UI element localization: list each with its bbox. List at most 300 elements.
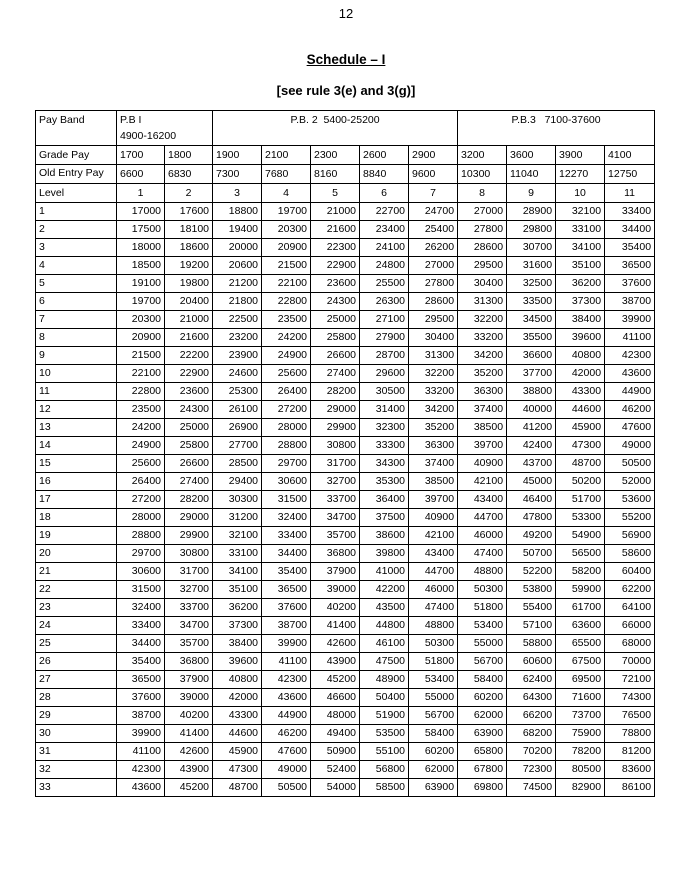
table-row: [36, 761, 655, 779]
pay-cell: 67500: [556, 653, 605, 671]
pay-cell: 55400: [507, 599, 556, 617]
pay-cell: 40200: [311, 599, 360, 617]
pay-cell: 53600: [605, 491, 655, 509]
pay-cell: 34100: [556, 239, 605, 257]
pay-cell: 33100: [213, 545, 262, 563]
pay-cell: 52200: [507, 563, 556, 581]
pay-cell: 25000: [165, 419, 213, 437]
pay-cell: 36500: [605, 257, 655, 275]
pay-cell: 36200: [213, 599, 262, 617]
pay-cell: 21600: [165, 329, 213, 347]
pay-cell: 45000: [507, 473, 556, 491]
pay-cell: 41100: [605, 329, 655, 347]
row-index-cell: 20: [36, 545, 117, 563]
old-entry-pay-cell: 9600: [409, 165, 458, 184]
pay-cell: 19400: [213, 221, 262, 239]
pay-cell: 35200: [409, 419, 458, 437]
pay-cell: 58200: [556, 563, 605, 581]
pay-cell: 23600: [311, 275, 360, 293]
pay-cell: 31400: [360, 401, 409, 419]
pay-cell: 37600: [262, 599, 311, 617]
pay-cell: 32400: [262, 509, 311, 527]
pay-cell: 29400: [213, 473, 262, 491]
pay-cell: 29500: [409, 311, 458, 329]
pay-cell: 29000: [165, 509, 213, 527]
pay-cell: 23200: [213, 329, 262, 347]
pay-cell: 53500: [360, 725, 409, 743]
pay-cell: 38400: [556, 311, 605, 329]
pay-cell: 38700: [117, 707, 165, 725]
pay-cell: 22100: [117, 365, 165, 383]
pay-band-pb2: P.B. 2 5400-25200: [213, 111, 458, 146]
pay-cell: 83600: [605, 761, 655, 779]
pay-cell: 35400: [117, 653, 165, 671]
pay-cell: 24700: [409, 203, 458, 221]
pay-cell: 29800: [507, 221, 556, 239]
row-index-cell: 12: [36, 401, 117, 419]
pay-cell: 44700: [409, 563, 458, 581]
pay-cell: 27200: [262, 401, 311, 419]
pay-cell: 40000: [507, 401, 556, 419]
level-header-cell: 7: [409, 184, 458, 203]
pay-cell: 30800: [311, 437, 360, 455]
old-entry-pay-cell: 12750: [605, 165, 655, 184]
pay-cell: 48800: [458, 563, 507, 581]
pay-cell: 23600: [165, 383, 213, 401]
pay-cell: 46200: [605, 401, 655, 419]
pay-cell: 26100: [213, 401, 262, 419]
pay-cell: 36400: [360, 491, 409, 509]
pay-cell: 63900: [458, 725, 507, 743]
pay-cell: 30600: [117, 563, 165, 581]
level-header-cell: 5: [311, 184, 360, 203]
pay-cell: 27800: [458, 221, 507, 239]
pay-cell: 41400: [165, 725, 213, 743]
row-index-cell: 11: [36, 383, 117, 401]
pay-cell: 21000: [165, 311, 213, 329]
pay-cell: 25000: [311, 311, 360, 329]
row-index-cell: 13: [36, 419, 117, 437]
pay-cell: 58400: [409, 725, 458, 743]
pay-cell: 64100: [605, 599, 655, 617]
pay-cell: 33100: [556, 221, 605, 239]
table-row: [36, 563, 655, 581]
pay-cell: 28200: [165, 491, 213, 509]
pay-band-pb1-range: 4900-16200: [120, 130, 177, 142]
pay-cell: 24200: [262, 329, 311, 347]
pay-cell: 38700: [262, 617, 311, 635]
pay-cell: 26600: [311, 347, 360, 365]
grade-pay-cell: 1700: [117, 146, 165, 165]
pay-cell: 72300: [507, 761, 556, 779]
pay-cell: 20300: [117, 311, 165, 329]
table-row: [36, 401, 655, 419]
pay-cell: 35700: [311, 527, 360, 545]
pay-cell: 54000: [311, 779, 360, 797]
pay-cell: 21800: [213, 293, 262, 311]
pay-cell: 56500: [556, 545, 605, 563]
pay-cell: 35200: [458, 365, 507, 383]
pay-cell: 42300: [117, 761, 165, 779]
pay-cell: 35100: [213, 581, 262, 599]
pay-cell: 34300: [360, 455, 409, 473]
pay-cell: 62200: [605, 581, 655, 599]
pay-cell: 20400: [165, 293, 213, 311]
pay-cell: 65800: [458, 743, 507, 761]
pay-cell: 66000: [605, 617, 655, 635]
row-index-cell: 6: [36, 293, 117, 311]
pay-cell: 31600: [507, 257, 556, 275]
schedule-title: Schedule – I: [306, 52, 386, 67]
page-number: 12: [338, 6, 354, 21]
pay-cell: 37600: [605, 275, 655, 293]
pay-cell: 18500: [117, 257, 165, 275]
table-row: [36, 491, 655, 509]
table-row: [36, 419, 655, 437]
pay-cell: 38800: [507, 383, 556, 401]
pay-cell: 53800: [507, 581, 556, 599]
pay-cell: 51900: [360, 707, 409, 725]
level-header-cell: 9: [507, 184, 556, 203]
row-index-cell: 4: [36, 257, 117, 275]
pay-matrix-table: [35, 110, 655, 797]
pay-cell: 43600: [262, 689, 311, 707]
row-index-cell: 23: [36, 599, 117, 617]
pay-cell: 22900: [311, 257, 360, 275]
old-entry-pay-cell: 6830: [165, 165, 213, 184]
pay-cell: 37700: [507, 365, 556, 383]
row-index-cell: 15: [36, 455, 117, 473]
old-entry-pay-cell: 12270: [556, 165, 605, 184]
pay-cell: 33500: [507, 293, 556, 311]
pay-cell: 62000: [458, 707, 507, 725]
pay-cell: 39700: [458, 437, 507, 455]
pay-cell: 43600: [605, 365, 655, 383]
pay-cell: 41100: [117, 743, 165, 761]
row-index-cell: 32: [36, 761, 117, 779]
pay-cell: 46200: [262, 725, 311, 743]
pay-cell: 30300: [213, 491, 262, 509]
pay-cell: 25800: [165, 437, 213, 455]
pay-cell: 38500: [409, 473, 458, 491]
pay-cell: 23900: [213, 347, 262, 365]
table-row: [36, 599, 655, 617]
table-row: [36, 509, 655, 527]
pay-cell: 50500: [262, 779, 311, 797]
pay-cell: 63900: [409, 779, 458, 797]
pay-cell: 28000: [262, 419, 311, 437]
pay-cell: 29000: [311, 401, 360, 419]
pay-cell: 35100: [556, 257, 605, 275]
pay-cell: 43400: [458, 491, 507, 509]
pay-cell: 20600: [213, 257, 262, 275]
pay-cell: 33400: [262, 527, 311, 545]
pay-cell: 55000: [409, 689, 458, 707]
pay-cell: 45900: [556, 419, 605, 437]
pay-cell: 47500: [360, 653, 409, 671]
pay-cell: 41400: [311, 617, 360, 635]
table-row: [36, 779, 655, 797]
table-row: [36, 293, 655, 311]
pay-cell: 42100: [409, 527, 458, 545]
pay-cell: 70200: [507, 743, 556, 761]
pay-cell: 46000: [458, 527, 507, 545]
pay-cell: 27200: [117, 491, 165, 509]
pay-cell: 35400: [605, 239, 655, 257]
pay-cell: 37300: [213, 617, 262, 635]
pay-cell: 42600: [165, 743, 213, 761]
pay-cell: 26400: [262, 383, 311, 401]
pay-cell: 34200: [458, 347, 507, 365]
pay-cell: 50400: [360, 689, 409, 707]
old-entry-pay-row: [36, 165, 655, 184]
pay-cell: 17000: [117, 203, 165, 221]
pay-cell: 21500: [117, 347, 165, 365]
grade-pay-cell: 1900: [213, 146, 262, 165]
pay-cell: 21600: [311, 221, 360, 239]
pay-cell: 38500: [458, 419, 507, 437]
row-index-cell: 10: [36, 365, 117, 383]
pay-cell: 78200: [556, 743, 605, 761]
pay-cell: 59900: [556, 581, 605, 599]
pay-cell: 43300: [213, 707, 262, 725]
pay-cell: 42300: [262, 671, 311, 689]
old-entry-pay-cell: 7680: [262, 165, 311, 184]
pay-cell: 26600: [165, 455, 213, 473]
pay-cell: 54900: [556, 527, 605, 545]
pay-cell: 43600: [117, 779, 165, 797]
pay-cell: 33700: [311, 491, 360, 509]
old-entry-pay-cell: 7300: [213, 165, 262, 184]
pay-cell: 48900: [360, 671, 409, 689]
pay-cell: 20300: [262, 221, 311, 239]
pay-cell: 35700: [165, 635, 213, 653]
pay-cell: 28800: [262, 437, 311, 455]
pay-cell: 37500: [360, 509, 409, 527]
table-row: [36, 239, 655, 257]
pay-cell: 26200: [409, 239, 458, 257]
pay-cell: 39000: [165, 689, 213, 707]
pay-cell: 33400: [117, 617, 165, 635]
pay-cell: 27400: [165, 473, 213, 491]
pay-cell: 51800: [409, 653, 458, 671]
table-row: [36, 383, 655, 401]
pay-cell: 39900: [605, 311, 655, 329]
table-row: [36, 329, 655, 347]
row-index-cell: 22: [36, 581, 117, 599]
pay-cell: 36300: [458, 383, 507, 401]
row-index-cell: 33: [36, 779, 117, 797]
pay-cell: 33200: [409, 383, 458, 401]
pay-cell: 20900: [117, 329, 165, 347]
pay-cell: 52000: [605, 473, 655, 491]
pay-cell: 28900: [507, 203, 556, 221]
pay-cell: 64300: [507, 689, 556, 707]
pay-cell: 62000: [409, 761, 458, 779]
pay-cell: 25400: [409, 221, 458, 239]
table-row: [36, 311, 655, 329]
pay-cell: 47600: [605, 419, 655, 437]
pay-cell: 47600: [262, 743, 311, 761]
pay-cell: 32400: [117, 599, 165, 617]
pay-cell: 49000: [262, 761, 311, 779]
level-row: [36, 184, 655, 203]
table-row: [36, 347, 655, 365]
pay-cell: 26900: [213, 419, 262, 437]
pay-cell: 41000: [360, 563, 409, 581]
pay-cell: 76500: [605, 707, 655, 725]
pay-cell: 29500: [458, 257, 507, 275]
pay-cell: 37300: [556, 293, 605, 311]
pay-cell: 19700: [117, 293, 165, 311]
pay-cell: 27900: [360, 329, 409, 347]
pay-cell: 22500: [213, 311, 262, 329]
pay-cell: 37400: [458, 401, 507, 419]
pay-cell: 69800: [458, 779, 507, 797]
pay-cell: 25500: [360, 275, 409, 293]
pay-cell: 72100: [605, 671, 655, 689]
pay-cell: 31300: [409, 347, 458, 365]
old-entry-pay-cell: 8840: [360, 165, 409, 184]
table-row: [36, 689, 655, 707]
pay-cell: 27800: [409, 275, 458, 293]
level-header-cell: 4: [262, 184, 311, 203]
pay-cell: 46000: [409, 581, 458, 599]
pay-cell: 51800: [458, 599, 507, 617]
pay-cell: 46400: [507, 491, 556, 509]
pay-cell: 49000: [605, 437, 655, 455]
pay-cell: 50300: [458, 581, 507, 599]
level-header-cell: 8: [458, 184, 507, 203]
pay-cell: 23500: [117, 401, 165, 419]
pay-cell: 19700: [262, 203, 311, 221]
row-index-cell: 3: [36, 239, 117, 257]
grade-pay-cell: 2300: [311, 146, 360, 165]
pay-cell: 34400: [262, 545, 311, 563]
pay-cell: 21500: [262, 257, 311, 275]
pay-cell: 34500: [507, 311, 556, 329]
pay-cell: 31500: [117, 581, 165, 599]
pay-cell: 28800: [117, 527, 165, 545]
row-index-cell: 7: [36, 311, 117, 329]
pay-cell: 40900: [458, 455, 507, 473]
pay-cell: 44600: [213, 725, 262, 743]
pay-cell: 24800: [360, 257, 409, 275]
pay-cell: 40900: [409, 509, 458, 527]
pay-cell: 38600: [360, 527, 409, 545]
pay-cell: 32700: [311, 473, 360, 491]
pay-cell: 55200: [605, 509, 655, 527]
pay-cell: 55100: [360, 743, 409, 761]
pay-cell: 30800: [165, 545, 213, 563]
row-index-cell: 24: [36, 617, 117, 635]
pay-cell: 56800: [360, 761, 409, 779]
grade-pay-cell: 2100: [262, 146, 311, 165]
pay-cell: 29600: [360, 365, 409, 383]
pay-cell: 58400: [458, 671, 507, 689]
pay-cell: 42200: [360, 581, 409, 599]
pay-cell: 58800: [507, 635, 556, 653]
pay-cell: 33700: [165, 599, 213, 617]
pay-cell: 24900: [117, 437, 165, 455]
grade-pay-cell: 3900: [556, 146, 605, 165]
pay-cell: 47300: [556, 437, 605, 455]
pay-band-pb1-label: P.B I: [120, 114, 142, 126]
pay-cell: 35400: [262, 563, 311, 581]
pay-cell: 51700: [556, 491, 605, 509]
pay-cell: 21000: [311, 203, 360, 221]
pay-cell: 32200: [458, 311, 507, 329]
pay-cell: 31700: [165, 563, 213, 581]
pay-cell: 46100: [360, 635, 409, 653]
pay-cell: 25300: [213, 383, 262, 401]
pay-cell: 69500: [556, 671, 605, 689]
pay-cell: 37600: [117, 689, 165, 707]
pay-cell: 43300: [556, 383, 605, 401]
level-header-cell: 2: [165, 184, 213, 203]
table-row: [36, 653, 655, 671]
pay-cell: 45200: [165, 779, 213, 797]
pay-cell: 44600: [556, 401, 605, 419]
row-index-cell: 8: [36, 329, 117, 347]
pay-cell: 18600: [165, 239, 213, 257]
row-index-cell: 27: [36, 671, 117, 689]
pay-cell: 36800: [311, 545, 360, 563]
pay-cell: 32100: [213, 527, 262, 545]
pay-cell: 42000: [213, 689, 262, 707]
pay-cell: 50900: [311, 743, 360, 761]
level-header-cell: 6: [360, 184, 409, 203]
pay-cell: 24300: [311, 293, 360, 311]
pay-cell: 63600: [556, 617, 605, 635]
pay-cell: 40800: [556, 347, 605, 365]
pay-cell: 62400: [507, 671, 556, 689]
pay-cell: 22200: [165, 347, 213, 365]
pay-cell: 60200: [458, 689, 507, 707]
pay-cell: 24100: [360, 239, 409, 257]
pay-cell: 39600: [556, 329, 605, 347]
pay-cell: 27000: [458, 203, 507, 221]
row-index-cell: 9: [36, 347, 117, 365]
pay-cell: 29900: [311, 419, 360, 437]
grade-pay-cell: 4100: [605, 146, 655, 165]
pay-band-row: [36, 111, 655, 146]
pay-cell: 41200: [507, 419, 556, 437]
pay-cell: 36600: [507, 347, 556, 365]
pay-cell: 66200: [507, 707, 556, 725]
pay-cell: 48700: [213, 779, 262, 797]
row-index-cell: 28: [36, 689, 117, 707]
level-label: Level: [36, 184, 117, 203]
level-header-cell: 3: [213, 184, 262, 203]
pay-cell: 18000: [117, 239, 165, 257]
pay-cell: 24600: [213, 365, 262, 383]
old-entry-pay-cell: 6600: [117, 165, 165, 184]
pay-cell: 30400: [458, 275, 507, 293]
pay-cell: 68000: [605, 635, 655, 653]
old-entry-pay-label: Old Entry Pay: [36, 165, 117, 184]
grade-pay-cell: 2900: [409, 146, 458, 165]
level-header-cell: 1: [117, 184, 165, 203]
pay-cell: 86100: [605, 779, 655, 797]
grade-pay-cell: 2600: [360, 146, 409, 165]
pay-cell: 56700: [409, 707, 458, 725]
pay-cell: 44800: [360, 617, 409, 635]
pay-cell: 30400: [409, 329, 458, 347]
table-row: [36, 527, 655, 545]
row-index-cell: 31: [36, 743, 117, 761]
pay-cell: 47400: [409, 599, 458, 617]
